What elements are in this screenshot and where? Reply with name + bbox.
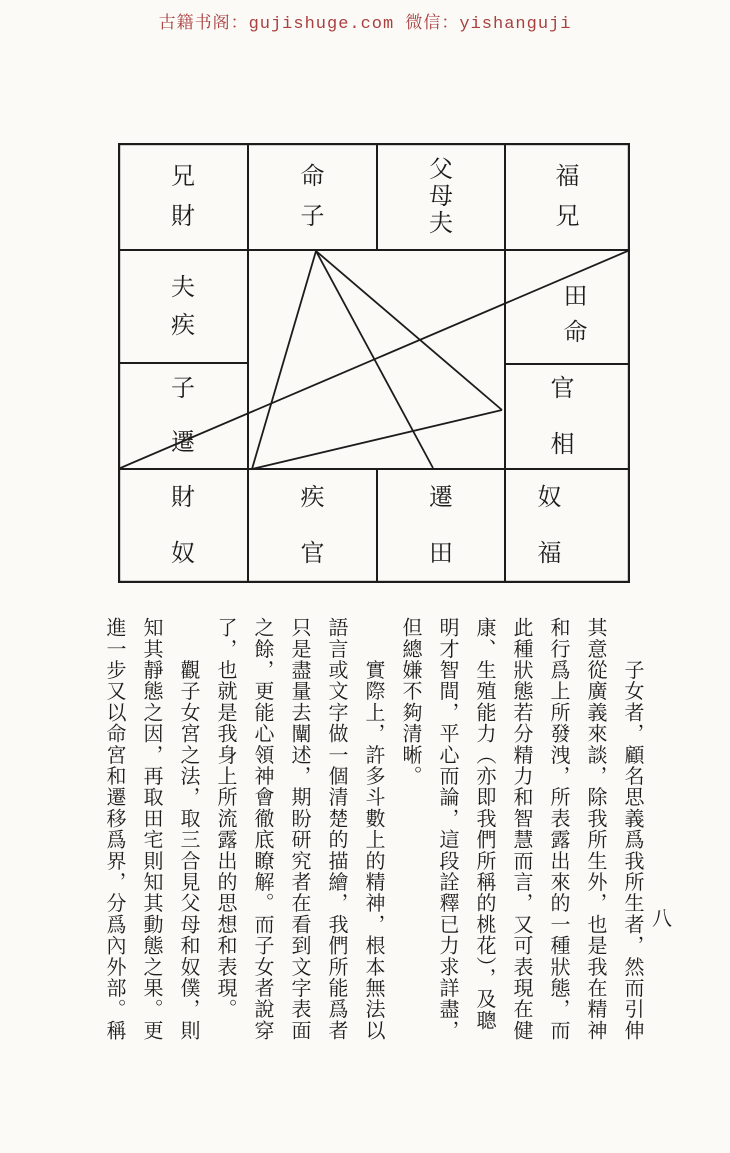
palace-cell-char: 母 <box>429 183 453 210</box>
palace-cell-r1c2 <box>248 143 377 250</box>
palace-cell-char: 財 <box>171 203 195 230</box>
palace-cell-r3c1 <box>118 363 248 469</box>
aspect-line <box>252 251 316 469</box>
palace-cell-char: 財 <box>171 485 195 511</box>
text-column-14: 知其靜態之因，再取田宅則知其動態之果。更 <box>140 617 162 1041</box>
palace-cell-char: 夫 <box>429 210 453 237</box>
text-column-13: 觀子女宮之法，取三合見父母和奴僕，則 <box>177 617 199 1041</box>
palace-cell-r2c1 <box>118 250 248 363</box>
watermark-header: 古籍书阁：gujishuge.com 微信：yishanguji <box>158 15 572 34</box>
palace-cell-char: 相 <box>550 431 575 458</box>
text-column-11: 之餘，更能心領神會徹底瞭解。而子女者說穿 <box>251 617 273 1041</box>
palace-cell-r1c1 <box>118 143 248 250</box>
palace-cell-r1c3 <box>377 143 505 250</box>
text-column-7: 但總嫌不夠清晰。 <box>399 617 421 787</box>
palace-cell-char: 奴 <box>171 541 195 567</box>
palace-cell-char: 子 <box>300 203 325 230</box>
palace-cell-char: 官 <box>550 375 575 402</box>
body-text <box>95 617 650 1043</box>
palace-cell-char: 遷 <box>429 485 453 511</box>
palace-cell-char: 遷 <box>171 430 195 456</box>
palace-cell-char: 官 <box>300 541 325 567</box>
text-column-12: 了，也就是我身上所流露出的思想和表現。 <box>214 617 236 1020</box>
palace-cell-r4c3 <box>377 469 505 583</box>
palace-cell-char: 命 <box>563 320 588 346</box>
palace-cell-char: 疾 <box>300 485 325 511</box>
palace-cell-char: 奴 <box>537 485 562 511</box>
text-column-1: 子女者，顧名思義爲我所生者，然而引伸 <box>621 617 643 1041</box>
palace-cell-char: 父 <box>429 156 453 183</box>
text-column-15: 進一步又以命宮和遷移爲界，分爲內外部。稱 <box>103 617 125 1041</box>
palace-cell-r4c2 <box>248 469 377 583</box>
palace-cell-char: 田 <box>563 284 588 310</box>
page-number: 八 <box>652 908 672 930</box>
text-column-9: 語言或文字做一個清楚的描繪，我們所能爲者 <box>325 617 347 1041</box>
palace-cell-char: 田 <box>429 541 453 567</box>
text-column-3: 和行爲上所發洩，所表露出來的一種狀態，而 <box>547 617 569 1041</box>
palace-cell-r4c4 <box>487 469 612 583</box>
palace-cell-r3c4 <box>500 364 625 469</box>
palace-cell-r2c4 <box>513 258 638 372</box>
palace-cell-char: 疾 <box>171 312 195 339</box>
aspect-line <box>252 410 502 469</box>
palace-cell-r4c1 <box>118 469 248 583</box>
aspect-line <box>316 251 502 410</box>
palace-cell-char: 命 <box>300 163 325 190</box>
text-column-8: 實際上，許多斗數上的精神，根本無法以 <box>362 617 384 1041</box>
palace-cell-char: 子 <box>171 376 195 402</box>
palace-cell-r1c4 <box>505 143 630 250</box>
palace-cell-char: 兄 <box>171 163 195 190</box>
text-column-2: 其意從廣義來談，除我所生外，也是我在精神 <box>584 617 606 1041</box>
palace-cell-char: 福 <box>555 163 580 190</box>
text-column-10: 只是盡量去闡述，期盼研究者在看到文字表面 <box>288 617 310 1041</box>
palace-cell-char: 兄 <box>555 203 580 230</box>
palace-cell-char: 福 <box>537 541 562 567</box>
palace-chart <box>118 143 630 583</box>
palace-cell-char: 夫 <box>171 274 195 301</box>
text-column-5: 康、生殖能力（亦即我們所稱的桃花），及聰 <box>473 617 495 1031</box>
text-column-4: 此種狀態若分精力和智慧而言，又可表現在健 <box>510 617 532 1041</box>
text-column-6: 明才智間，平心而論，這段詮釋已力求詳盡， <box>436 617 458 1041</box>
